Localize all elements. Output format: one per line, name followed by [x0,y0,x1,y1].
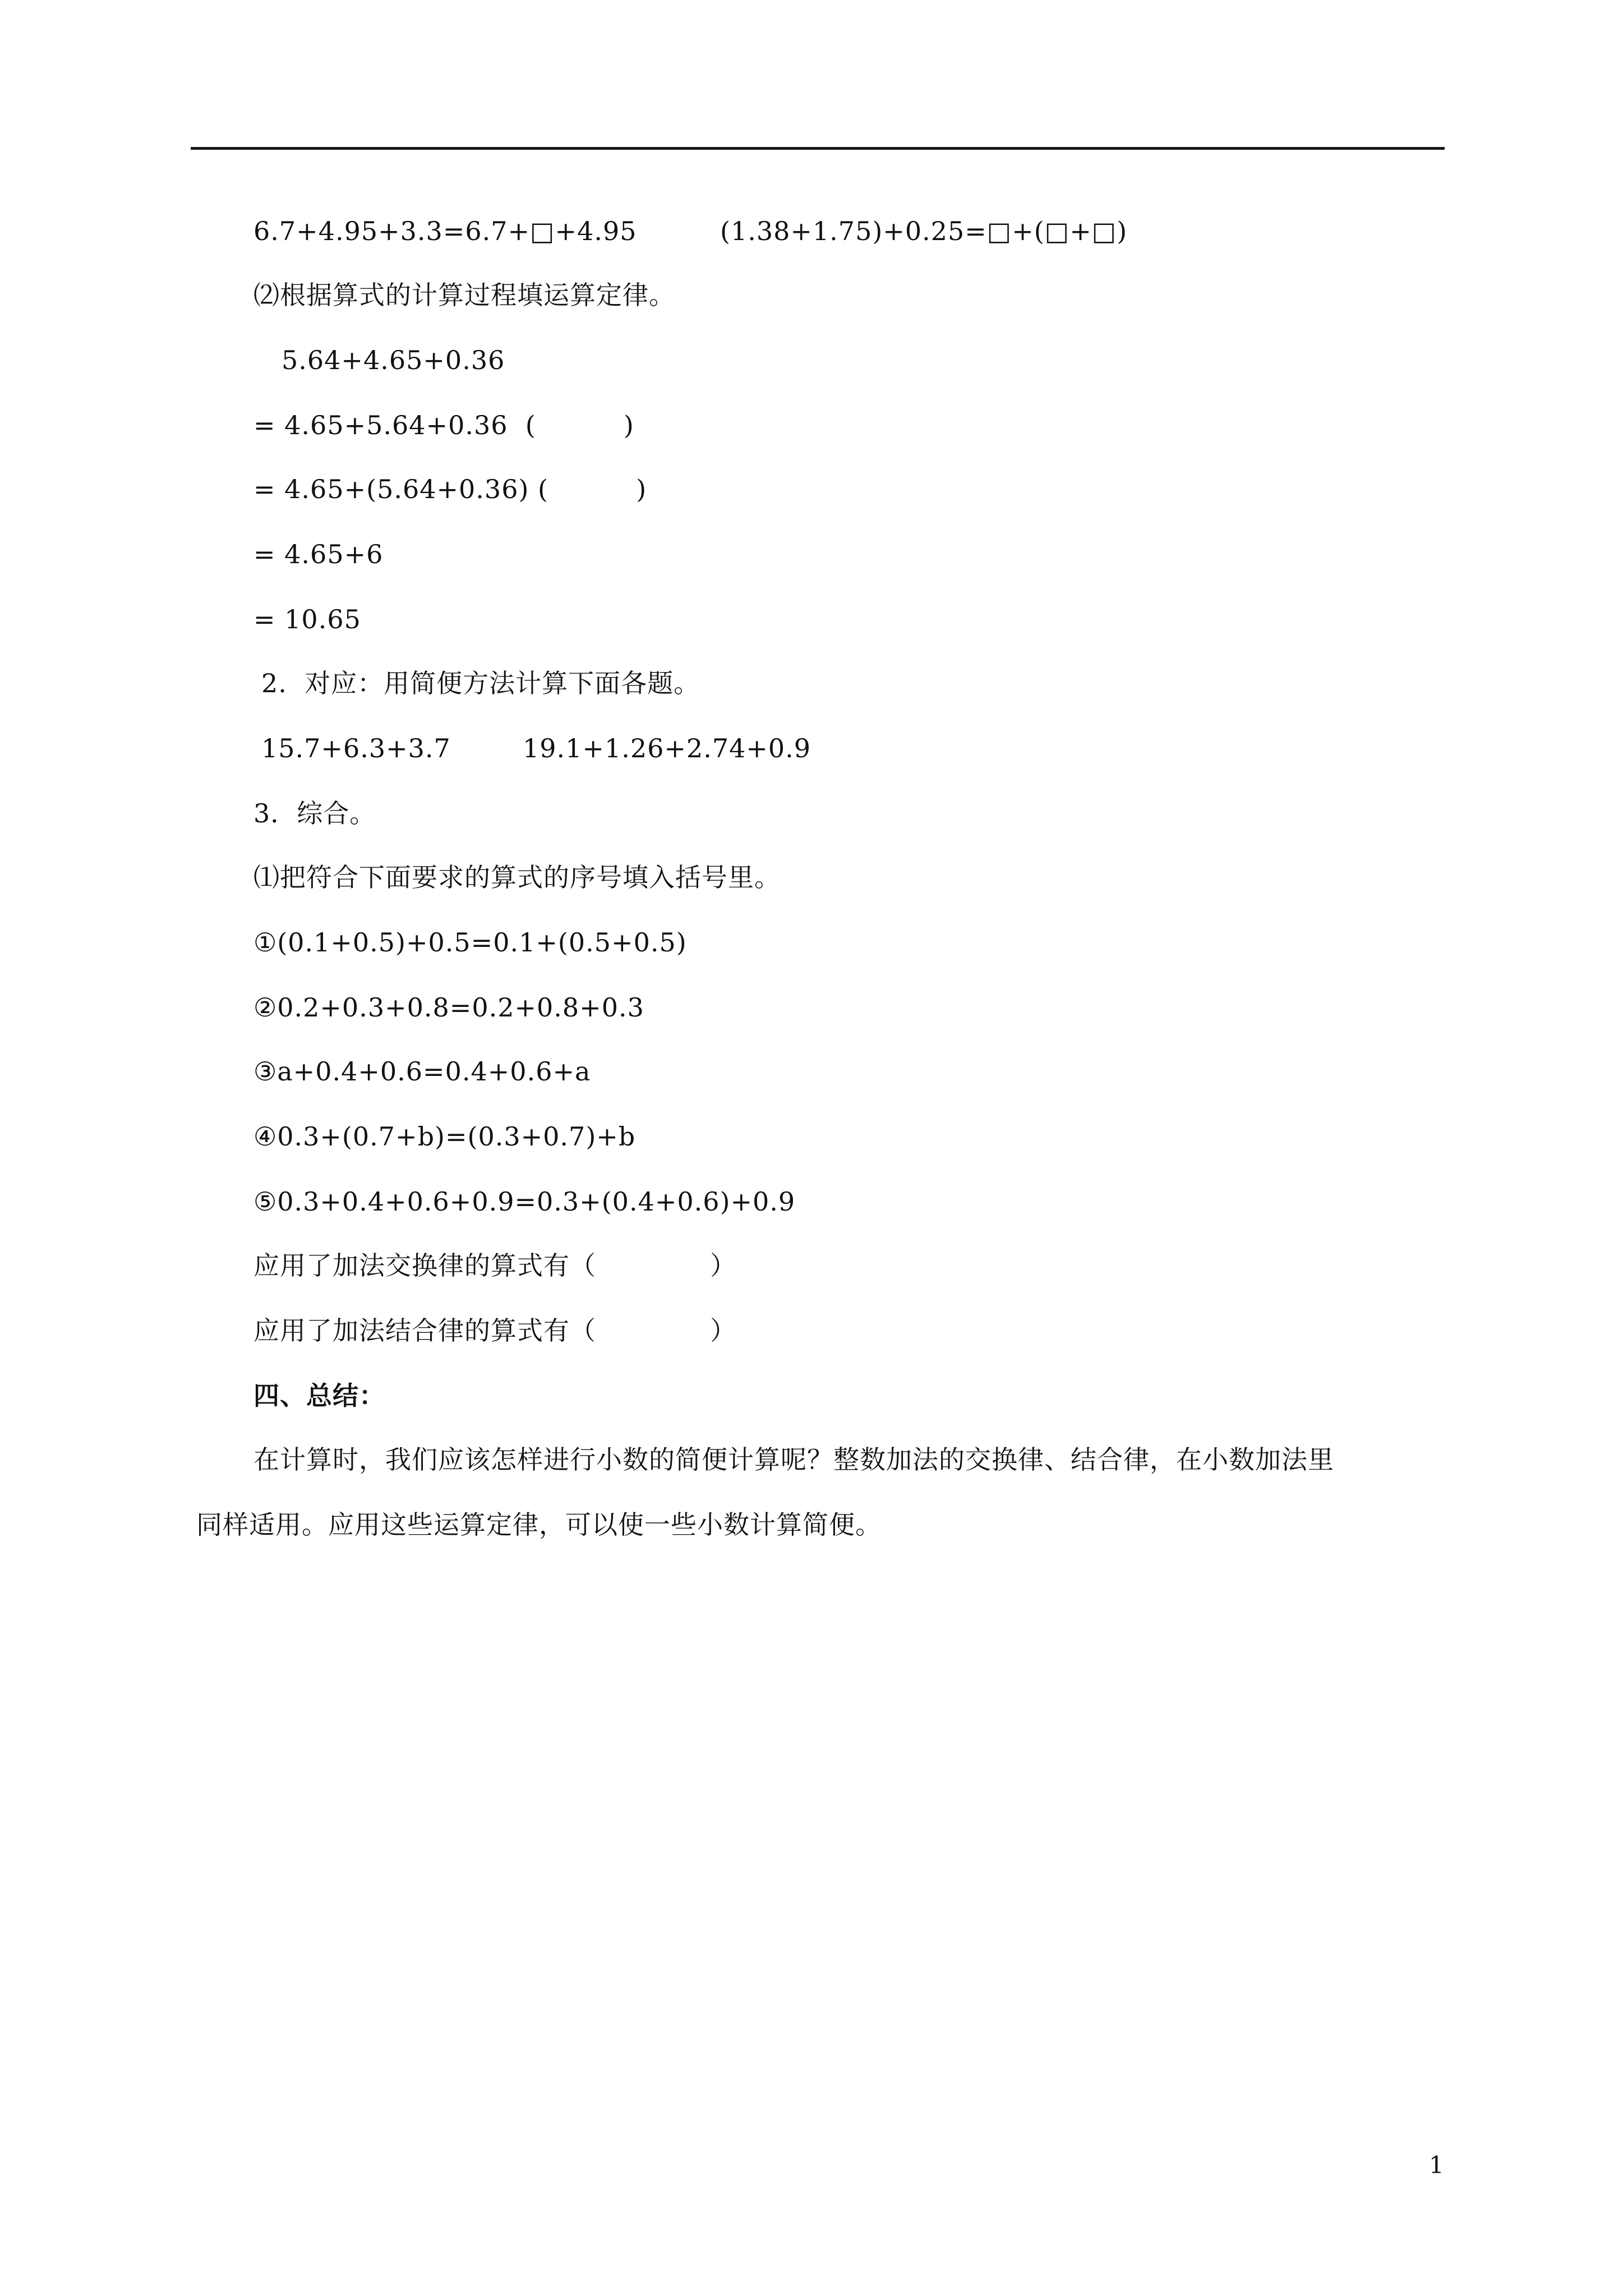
exercise-a: 15.7+6.3+3.7 [261,733,451,763]
page-number: 1 [1429,2151,1444,2179]
header-rule [191,147,1445,150]
calculation-step-1: = 4.65+5.64+0.36 ( ) [253,410,634,440]
answer-associative: 应用了加法结合律的算式有（ ） [253,1315,737,1346]
question-1-title: ⑴把符合下面要求的算式的序号填入括号里。 [253,862,781,892]
summary-paragraph-line-1: 在计算时，我们应该怎样进行小数的简便计算呢？整数加法的交换律、结合律，在小数加法里 [253,1444,1334,1475]
calculation-step-4: = 10.65 [253,604,361,634]
answer-commutative: 应用了加法交换律的算式有（ ） [253,1250,737,1281]
calculation-step-0: 5.64+4.65+0.36 [282,345,505,375]
equation-item-5: ⑤0.3+0.4+0.6+0.9=0.3+(0.4+0.6)+0.9 [253,1186,796,1217]
equation-item-1: ①(0.1+0.5)+0.5=0.1+(0.5+0.5) [253,927,687,958]
calculation-step-3: = 4.65+6 [253,539,384,569]
summary-title: 四、总结： [253,1381,385,1411]
summary-paragraph-line-2: 同样适用。应用这些运算定律，可以使一些小数计算简便。 [196,1510,882,1540]
exercise-b: 19.1+1.26+2.74+0.9 [523,733,811,763]
section-2-title: 2. 对应：用简便方法计算下面各题。 [261,668,700,698]
fill-in-equation-right: (1.38+1.75)+0.25=□+(□+□) [720,216,1128,246]
section-3-title: 3．综合。 [253,798,376,829]
calculation-step-2: = 4.65+(5.64+0.36) ( ) [253,474,647,504]
fill-in-equation-left: 6.7+4.95+3.3=6.7+□+4.95 [253,216,637,246]
equation-item-4: ④0.3+(0.7+b)=(0.3+0.7)+b [253,1121,636,1152]
equation-item-3: ③a+0.4+0.6=0.4+0.6+a [253,1056,591,1087]
equation-item-2: ②0.2+0.3+0.8=0.2+0.8+0.3 [253,992,644,1023]
question-2-title: ⑵根据算式的计算过程填运算定律。 [253,280,675,310]
